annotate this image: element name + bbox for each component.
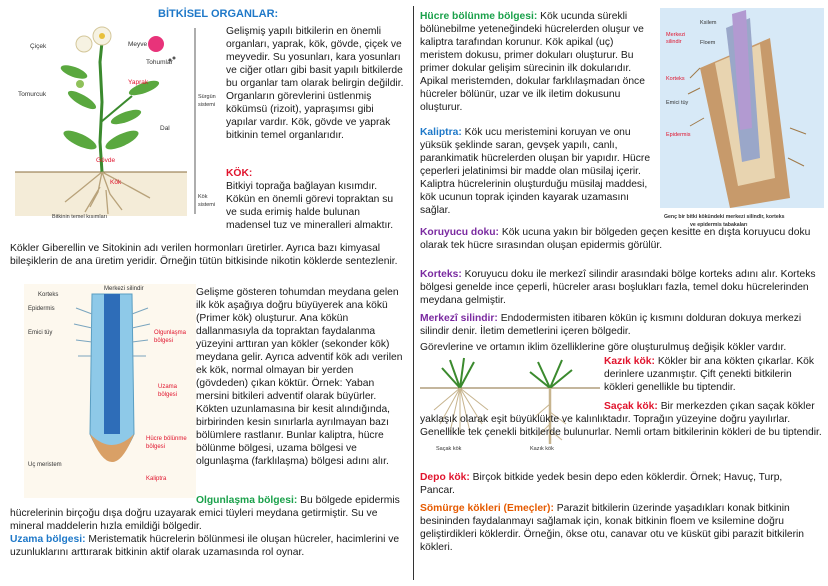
division-zone-block <box>420 10 652 114</box>
shoot-label: Sürgün <box>198 94 216 100</box>
root-cap-label: Kaliptra <box>146 476 167 482</box>
stem <box>100 42 102 172</box>
seed <box>173 57 176 60</box>
taproot-heading: Kazık kök: <box>604 356 655 367</box>
elongation-zone-body: Meristematik hücrelerin bölünmesi ile oluşan hücreler, hacimlerini ve uzunluklarını arttırarak bitkinin aktif olarak uzamasında rol oynar. <box>10 534 400 558</box>
fruit-label: Meyve <box>128 41 148 48</box>
branch-label: Dal <box>160 125 170 132</box>
calyptra-heading: Kaliptra: <box>420 127 462 138</box>
calyptra-body: Kök ucu meristemini koruyan ve onu yüksük şeklinde saran, gevşek yapılı, canlı, parankimatik hücrelerden oluşan bir yapıdır. Hücre çeperleri jelatinimsi bir madde olan müsilaj içerir. Kaliptra hücrelerinin oluşturduğu müsilaj maddesi, kök ucunun toprak içinden kayarak uzamasını sağlar. <box>420 127 651 216</box>
storage-root-block <box>420 471 820 497</box>
protective-tissue-heading: Koruyucu doku: <box>420 227 499 238</box>
root-system-label: Kök <box>198 194 208 200</box>
flower-center <box>99 33 105 39</box>
cortex-body: Koruyucu doku ile merkezî silindir arasındaki bölge korteks adını alır. Korteks bölgesi genelde ince çeperli, hücreler arası boşlukları fazla, temel doku hücrelerinden meydana gelmiştir. <box>420 269 816 306</box>
division-zone-label2: bölgesi <box>146 444 166 450</box>
taproot-label: Kazık kök <box>530 446 554 452</box>
maturation-zone-text <box>10 494 405 533</box>
protective-tissue-block <box>420 226 820 252</box>
page-title: BİTKİSEL ORGANLAR: <box>158 8 279 20</box>
kok-heading: KÖK: <box>226 168 253 179</box>
elongation-zone-heading: Uzama bölgesi: <box>10 534 86 545</box>
column-divider <box>413 6 414 580</box>
leaf <box>66 88 99 113</box>
root-system-label2: sistemi <box>198 202 216 208</box>
division-zone-heading: Hücre bölünme bölgesi: <box>420 11 538 22</box>
calyptra-block <box>420 126 652 217</box>
bud-label: Tomurcuk <box>18 91 47 98</box>
xylem-label: Ksilem <box>700 20 717 26</box>
storage-root-body: Birçok bitkide yedek besin depo eden köklerdir. Örnek; Havuç, Turp, Pancar. <box>420 472 783 496</box>
fibrous-plant-leaves <box>442 358 474 388</box>
root-types-intro: Görevlerine ve ortamın iklim özelliklerine göre oluşturulmuş değişik kökler vardır. <box>420 342 787 353</box>
central-cylinder-body: Endodermisten itibaren kökün iç kısmını dolduran dokuya merkezi silindir denir. İletim demetlerini içeren bölgedir. <box>420 313 802 337</box>
cortex-label: Korteks <box>666 76 685 82</box>
parasitic-root-block <box>420 502 820 554</box>
bud <box>76 80 84 88</box>
elongation-zone-label2: bölgesi <box>158 392 178 398</box>
leaf <box>59 63 89 82</box>
elongation-zone-label: Uzama <box>158 384 178 390</box>
epidermis-label: Epidermis <box>28 306 55 312</box>
central-cylinder-heading: Merkezî silindir: <box>420 313 498 324</box>
plant-parts-figure <box>10 22 220 218</box>
leaf <box>103 127 141 153</box>
kok-text: Bitkiyi toprağa bağlayan kısımdır. Kökün en önemli görevi topraktan su ve suda erimiş halde bulunan madensel tuz ve mineralleri almaktır. <box>226 181 394 231</box>
seeds-label: Tohumlar <box>146 59 173 66</box>
intro-text: Gelişmiş yapılı bitkilerin en önemli organları, yaprak, kök, gövde, çiçek ve meyvedir. Su yosunları, kara yosunları ve ciğer otları gibi basit yapılı bitkilerde bu organlar tam olarak belirgin değildir. Organların görevlerini üstlenmiş kökümsü (rizoit), yapraşımsı gibi yapılar vardır. Kök, gövde ve yaprak bitkinin temel organlarıdır. <box>226 26 404 141</box>
figure-caption: Bitkinin temel kısımları <box>52 214 108 218</box>
central-cylinder <box>104 294 120 434</box>
flower <box>76 36 92 52</box>
fibrous-root-block <box>420 400 822 439</box>
leaf-label: Yaprak <box>128 79 149 86</box>
maturation-zone-label: Olgunlaşma <box>154 330 187 336</box>
central-cylinder-label: Merkezi silindir <box>104 286 144 292</box>
root-hair-label: Emici tüy <box>28 330 53 336</box>
taproot-block <box>604 355 822 394</box>
figure-caption: Genç bir bitki kökündeki merkezi silindir, korteks <box>664 214 785 220</box>
epidermis-label: Epidermis <box>666 132 691 138</box>
phloem-label: Floem <box>700 40 716 46</box>
root-label: Kök <box>110 179 122 186</box>
cortex-heading: Korteks: <box>420 269 462 280</box>
fruit <box>148 36 164 52</box>
root-section-figure <box>24 284 196 498</box>
fibrous-root-heading: Saçak kök: <box>604 401 658 412</box>
flower-label: Çiçek <box>30 43 47 50</box>
taproot-plant-leaves <box>530 360 572 388</box>
maturation-zone-body: Bu bölgede epidermis hücrelerinin birçoğu dışa doğru uzayarak emici tüyleri meydana getirmiştir. Su ve mineral maddelerin hızla emildiği bölgedir. <box>10 495 400 532</box>
figure-caption2: ve epidermis tabakaları <box>690 222 748 228</box>
leaf <box>61 127 99 153</box>
elongation-zone-text <box>10 533 405 559</box>
stem-label: Gövde <box>96 157 116 164</box>
kok-block <box>226 167 404 232</box>
shoot-system-label: sistemi <box>198 102 216 108</box>
maturation-zone-label2: bölgesi <box>154 338 174 344</box>
parasitic-root-heading: Sömürge kökleri (Emeçler): <box>420 503 554 514</box>
fibrous-root-label: Saçak kök <box>436 446 462 452</box>
central-cylinder-label2: silindir <box>666 39 682 45</box>
protective-tissue-body: Kök ucuna yakın bir bölgeden geçen kesitte en dışta koruyucu doku olarak tek hücre sırasından oluşan epidermis görülür. <box>420 227 811 251</box>
cortex-label: Korteks <box>38 292 59 298</box>
storage-root-heading: Depo kök: <box>420 472 470 483</box>
parasitic-root-body: Parazit bitkilerin üzerinde yaşadıkları konak bitkinin besininden faydalanmayı sağlamak için, konak bitkinin floem ve ksilemine doğru geliştirdikleri köklerdir. Örneğin, ökse otu, canavar otu ve küsküt gibi parazit bitkilerin kökleri. <box>420 503 805 553</box>
root-layers-figure <box>660 8 824 230</box>
central-cylinder-block <box>420 312 820 338</box>
root-hair-label: Emici tüy <box>666 100 689 106</box>
maturation-zone-heading: Olgunlaşma bölgesi: <box>196 495 298 506</box>
division-zone-label: Hücre bölünme <box>146 436 187 442</box>
apical-meristem-label: Uç meristem <box>28 462 62 468</box>
kok-hormone-text: Kökler Giberellin ve Sitokinin adı verilen hormonları üretirler. Ayrıca bazı kimyasal bileşiklerin de ana üretim yeridir. Örneğin tütün bitkisinde nikotin köklerde sentezlenir. <box>10 243 398 267</box>
cortex-block <box>420 268 820 307</box>
taproot-body: Kökler bir ana kökten çıkarlar. Kök derinlere uzanmıştır. Çift çenekti bitkilerin kökleri genellikle bu tiptendir. <box>604 356 815 393</box>
central-cylinder-label: Merkezi <box>666 32 686 38</box>
fibrous-root-body: Bir merkezden çıkan saçak kökler yaklaşık olarak eşit büyüklükte ve kalınlıktadır. Toprağın yüzeyine doğru yayılırlar. Genellikle tek çenekli bitkilerde bulunurlar. Nemli ortam bitkilerinin kökleri de bu tiptendir. <box>420 401 822 438</box>
division-zone-body: Kök ucunda sürekli bölünebilme yeteneğindeki hücrelerden oluşur ve kaliptra tarafından korunur. Kök apikal (uç) meristem dokusu, primer dokuları oluşturur. Bu primer dokular gelişim sürecinin ilk dokularıdır. Apikal meristemden, dokular farklılaşmadan önce hücreler bölünür, uzar ve ilk iletim dokusunu oluşturur. <box>420 11 645 113</box>
development-text: Gelişme gösteren tohumdan meydana gelen ilk kök aşağıya doğru büyüyerek ana kökü (Primer kök) oluşturur. Ana kökün dallanmasıyla da topraktan faydalanma yüzeyini arttıran yan kökler (sekonder kök) meydana gelir. Ayrıca adventif kök adı verilen ek kök, normal olmayan bir yerden (gövdeden) çıkan köktür. Örnek: Yaban mersini bitkileri adventif olarak büyürler. Kökten uzunlamasına bir kesit alındığında, birbirinden kesin sınırlarla ayrılmayan bazı bölümlere rastlanır. Bunlar kaliptra, hücre bölünme bölgesi, uzama bölgesi ve olgunlaşma (farklılaşma) bölgesi adını alır. <box>196 287 403 467</box>
